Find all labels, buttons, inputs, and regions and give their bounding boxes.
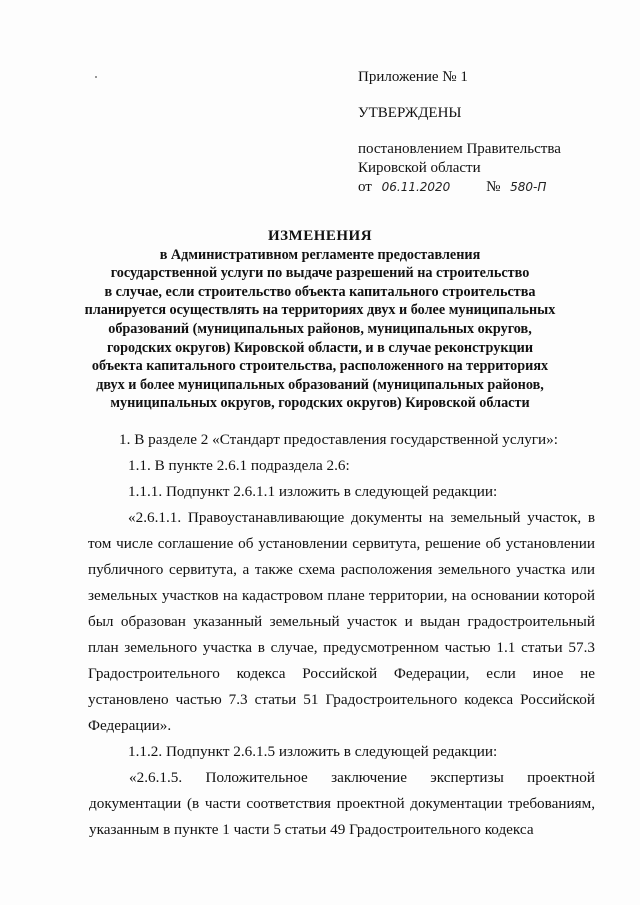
heading-title: ИЗМЕНЕНИЯ xyxy=(267,228,373,244)
approval-issuer-line1: постановлением Правительства xyxy=(358,141,561,157)
paragraph-item-1-1: 1.1. В пункте 2.6.1 подраздела 2.6: xyxy=(128,457,350,474)
heading-subtitle-line: в случае, если строительство объекта капитального строительства xyxy=(104,283,536,300)
handwritten-date: 06.11.2020 xyxy=(381,180,451,194)
number-label: № xyxy=(486,179,501,195)
document-body xyxy=(89,427,595,843)
scan-speck xyxy=(95,76,97,78)
heading-subtitle-line: государственной услуги по выдаче разрешений на строительство xyxy=(110,265,530,282)
heading-subtitle-line: городских округов) Кировской области, и в случае реконструкции xyxy=(106,339,534,356)
approved-label: УТВЕРЖДЕНЫ xyxy=(358,105,462,121)
approval-date-line xyxy=(358,178,546,197)
document-heading xyxy=(40,227,600,413)
approval-issuer-line2: Кировской области xyxy=(358,160,481,176)
heading-subtitle-line: в Административном регламенте предоставления xyxy=(159,246,481,263)
paragraph-quote-2-6-1-5: «2.6.1.5. Положительное заключение экспертизы проектной документации (в части соответствия проектной документации требованиям, указанным в пункте 1 части 5 статьи 49 Градостроительного кодекса xyxy=(89,769,595,838)
paragraph-section-2: 1. В разделе 2 «Стандарт предоставления государственной услуги»: xyxy=(119,431,558,448)
heading-subtitle-line: муниципальных округов, городских округов) Кировской области xyxy=(110,395,530,412)
from-label: от xyxy=(358,179,372,195)
handwritten-number: 580-П xyxy=(510,180,547,194)
heading-subtitle-line: объекта капитального строительства, расположенного на территориях xyxy=(91,358,549,375)
paragraph-quote-2-6-1-1: «2.6.1.1. Правоустанавливающие документы на земельный участок, в том числе соглашение об установлении сервитута, решение об установлении публичного сервитута, а также схема расположения земельного участка или земельных участков на кадастровом плане территории, на основании которой был образован указанный земельный участок и выдан градостроительный план земельного участка в случае, предусмотренном частью 1.1 статьи 57.3 Градостроительного кодекса Российской Федерации, если иное не установлено частью 7.3 статьи 51 Градостроительного кодекса Российской Федерации». xyxy=(88,509,595,734)
heading-subtitle-line: планируется осуществлять на территориях двух и более муниципальных xyxy=(84,302,556,319)
paragraph-item-1-1-1: 1.1.1. Подпункт 2.6.1.1 изложить в следующей редакции: xyxy=(128,483,498,500)
paragraph-item-1-1-2: 1.1.2. Подпункт 2.6.1.5 изложить в следующей редакции: xyxy=(128,743,498,760)
appendix-label: Приложение № 1 xyxy=(358,69,468,85)
heading-subtitle-line: образований (муниципальных районов, муниципальных округов, xyxy=(108,320,532,337)
heading-subtitle-line: двух и более муниципальных образований (муниципальных районов, xyxy=(96,376,544,393)
